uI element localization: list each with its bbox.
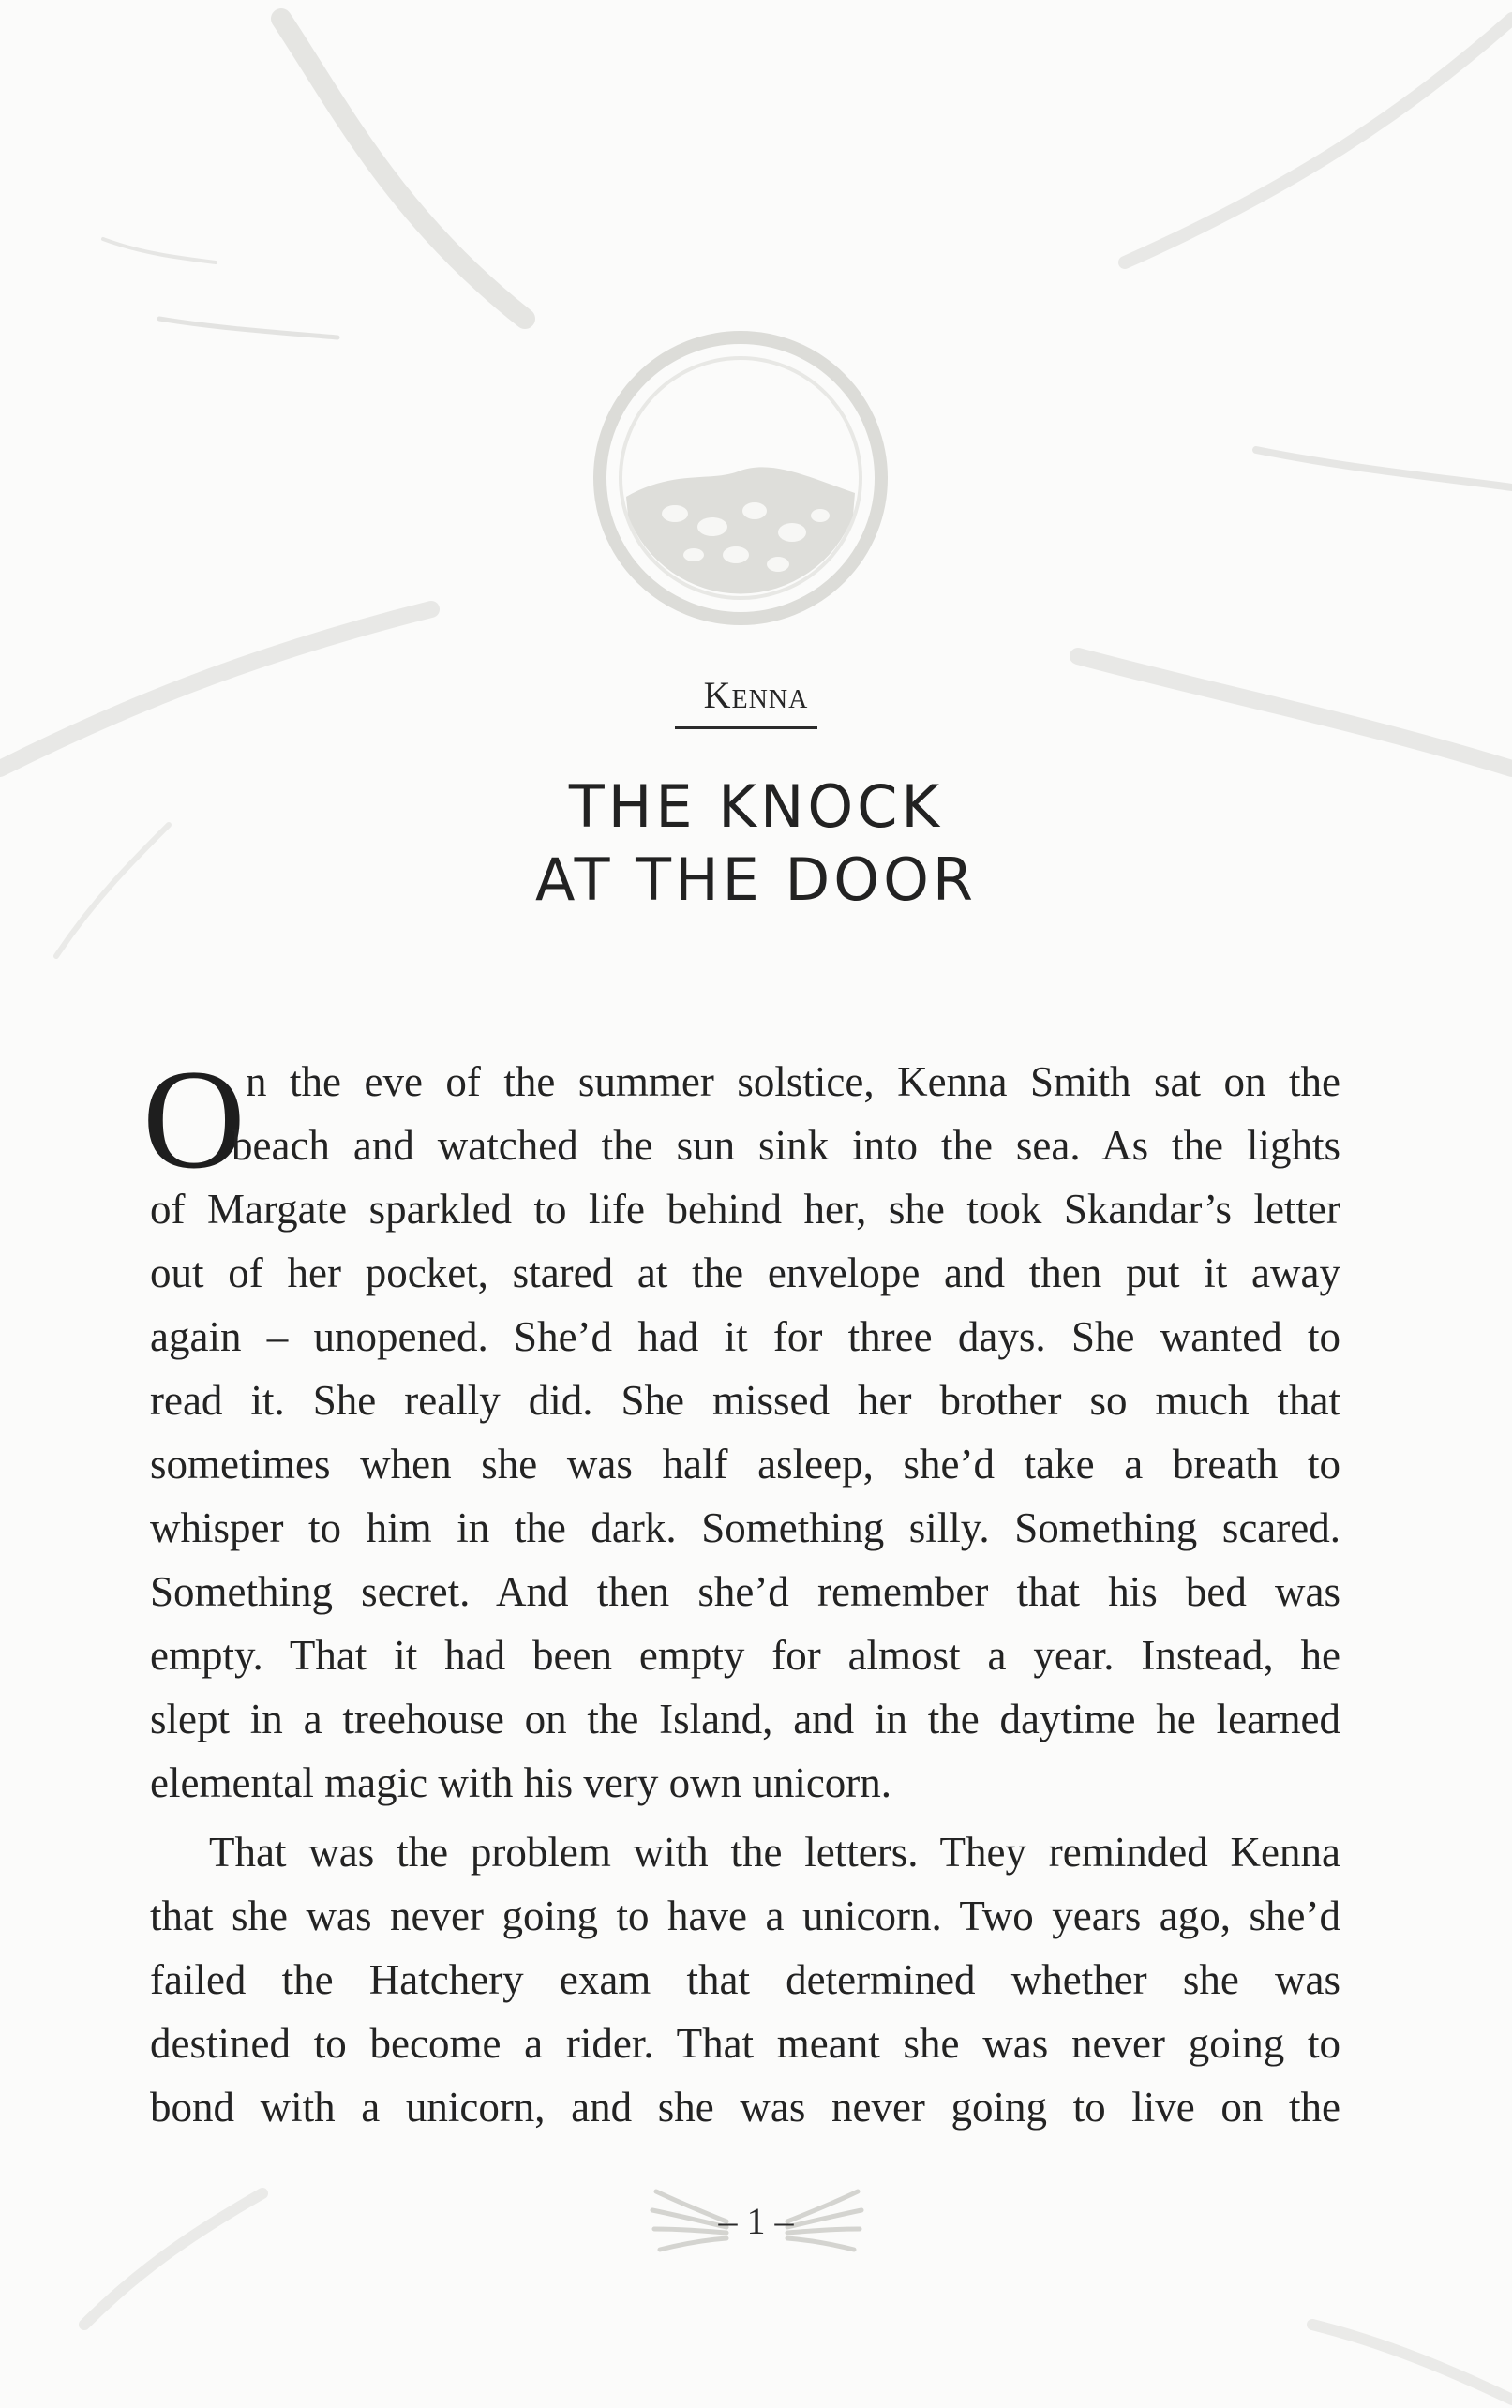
sun-ray-right-upper xyxy=(1256,450,1512,487)
chapter-title xyxy=(0,770,1512,917)
text-line: of Margate sparkled to life behind her, she took Skandar’s letter xyxy=(150,1186,1340,1233)
sun-ray-left-top-thin xyxy=(103,239,216,262)
text-line: slept in a treehouse on the Island, and in the daytime he learned xyxy=(150,1696,1340,1742)
text-line: beach and watched the sun sink into the sea. As the lights xyxy=(232,1122,1340,1169)
chapter-title-line-1: THE KNOCK xyxy=(568,772,944,841)
chapter-title-line-2: AT THE DOOR xyxy=(535,845,977,914)
text-line: again – unopened. She’d had it for three days. She wanted to xyxy=(150,1313,1340,1360)
text-line: whisper to him in the dark. Something silly. Something scared. xyxy=(150,1504,1340,1551)
text-line: that she was never going to have a unicorn. Two years ago, she’d xyxy=(150,1892,1340,1939)
text-line: Something secret. And then she’d remember that his bed was xyxy=(150,1568,1340,1615)
sun-ray-top-left-thin xyxy=(159,319,337,337)
sun-ray-bottom-right xyxy=(1312,2325,1512,2400)
pov-underline-divider xyxy=(675,726,817,729)
text-line: n the eve of the summer solstice, Kenna Smith sat on the xyxy=(246,1058,1340,1105)
pov-name: Kenna xyxy=(703,674,809,716)
text-line: failed the Hatchery exam that determined whether she was xyxy=(150,1956,1340,2003)
text-line: elemental magic with his very own unicorn. xyxy=(150,1759,892,1806)
page-number: – 1 – xyxy=(718,2200,794,2242)
text-line: empty. That it had been empty for almost a year. Instead, he xyxy=(150,1632,1340,1679)
sun-ray-top-left xyxy=(281,19,525,319)
pov-character-label xyxy=(0,673,1512,717)
text-line: bond with a unicorn, and she was never going to live on the xyxy=(150,2084,1340,2131)
element-emblem-icon xyxy=(572,309,909,647)
sun-ray-top-right xyxy=(1125,19,1512,262)
drop-cap: O xyxy=(142,1040,246,1198)
text-line: That was the problem with the letters. They reminded Kenna xyxy=(209,1829,1340,1876)
text-line: sometimes when she was half asleep, she’d take a breath to xyxy=(150,1441,1340,1488)
text-line: read it. She really did. She missed her brother so much that xyxy=(150,1377,1340,1424)
text-line: destined to become a rider. That meant she was never going to xyxy=(150,2020,1340,2067)
text-line: out of her pocket, stared at the envelope and then put it away xyxy=(150,1249,1340,1296)
